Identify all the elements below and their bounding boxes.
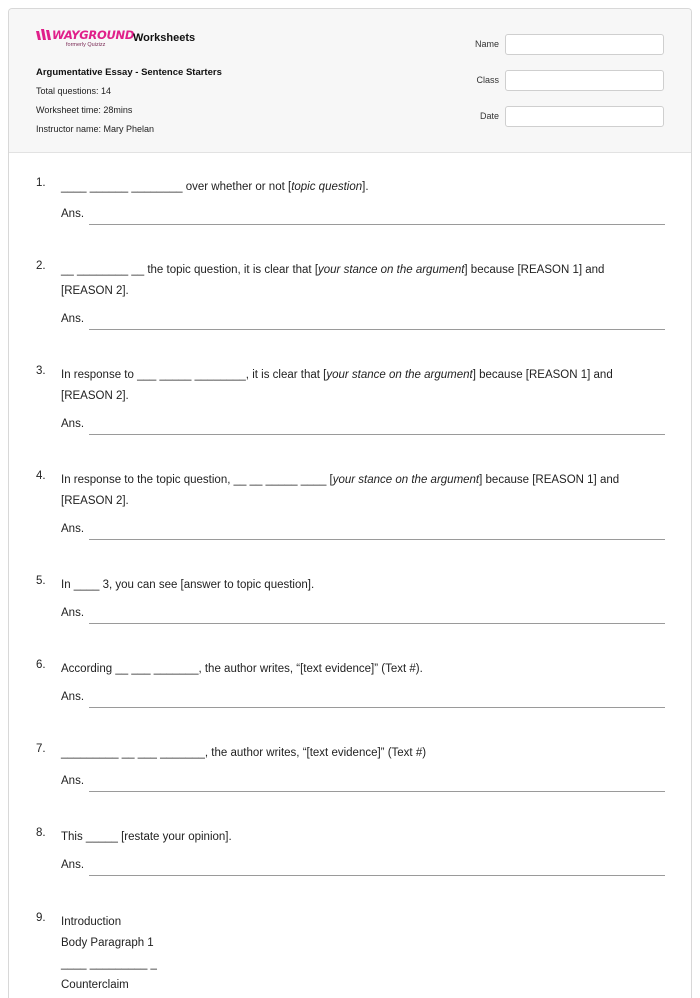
brand [36,27,196,57]
question-text [61,827,651,848]
question-number: 2. [36,260,46,272]
answer-label: Ans. [61,523,85,535]
question-number: 4. [36,470,46,482]
answer-row [61,312,665,330]
answer-row [61,522,665,540]
logo-bars-icon [36,29,52,41]
answer-row [61,774,665,792]
question-text-segment: _________ __ ___ _______, the author writes, “[text evidence]” (Text #) [61,747,427,759]
question-number: 6. [36,659,46,671]
answer-row [61,690,665,708]
answer-input-line[interactable] [89,707,665,708]
answer-label: Ans. [61,859,85,871]
class-field-row [449,70,665,91]
answer-label: Ans. [61,775,85,787]
date-input[interactable] [505,106,664,127]
answer-input-line[interactable] [89,539,665,540]
question-text-segment: According __ ___ _______, the author writes, “[text evidence]” (Text #). [61,663,423,675]
class-input[interactable] [505,70,664,91]
answer-row [61,606,665,624]
question-text-segment: ]. [362,181,369,193]
question-text-segment: In response to the topic question, __ __ _____ ____ [ [61,474,333,486]
name-input[interactable] [505,34,664,55]
answer-row [61,858,665,876]
worksheet-time: Worksheet time: 28mins [36,105,133,115]
question-text-segment: ] because [REASON 1] and [REASON 2]. [61,474,620,507]
total-questions: Total questions: 14 [36,86,112,96]
worksheet-title: Argumentative Essay - Sentence Starters [36,67,222,78]
name-label: Name [474,39,499,49]
instructor-name: Instructor name: Mary Phelan [36,124,155,134]
answer-input-line[interactable] [89,329,665,330]
brand-name: WAYGROUND [52,28,135,42]
question-line: Body Paragraph 1 [61,937,154,949]
class-label: Class [476,75,499,85]
wayground-logo [36,27,135,57]
question-text-italic: your stance on the argument [326,369,473,381]
question-text [61,912,651,996]
question-text-italic: topic question [291,181,363,193]
question-number: 3. [36,365,46,377]
question-number: 8. [36,827,46,839]
question-number: 5. [36,575,46,587]
question-text [61,575,651,596]
question-text-segment: This _____ [restate your opinion]. [61,831,232,843]
question-text-italic: your stance on the argument [318,264,465,276]
answer-input-line[interactable] [89,875,665,876]
answer-label: Ans. [61,691,85,703]
question-text [61,659,651,680]
question-line: Counterclaim [61,979,129,991]
answer-label: Ans. [61,418,85,430]
answer-input-line[interactable] [89,623,665,624]
brand-sub: formerly Quizizz [66,42,106,48]
answer-input-line[interactable] [89,791,665,792]
question-text-segment: ] because [REASON 1] and [REASON 2]. [61,264,605,297]
answer-input-line[interactable] [89,224,665,225]
question-text [61,470,651,512]
worksheet [8,8,692,998]
question-text [61,365,651,407]
answer-label: Ans. [61,208,85,220]
name-field-row [449,34,665,55]
date-field-row [449,106,665,127]
question-text-segment: ____ ______ ________ over whether or not [ [61,181,292,193]
question-line: ____ _________ _ [61,958,157,970]
question-text-italic: your stance on the argument [332,474,480,486]
question-line: Introduction [61,916,122,928]
date-label: Date [479,111,499,121]
answer-row [61,207,665,225]
answer-input-line[interactable] [89,434,665,435]
question-text-segment: __ ________ __ the topic question, it is clear that [ [61,264,319,276]
worksheet-meta [36,67,336,139]
question-text [61,260,651,302]
brand-title: Worksheets [133,32,196,44]
question-number: 1. [36,177,46,189]
question-text-segment: In ____ 3, you can see [answer to topic question]. [61,579,315,591]
answer-label: Ans. [61,313,85,325]
question-number: 9. [36,912,46,924]
question-text-segment: In response to ___ _____ ________, it is clear that [ [61,369,327,381]
question-text [61,743,651,764]
question-text-segment: ] because [REASON 1] and [REASON 2]. [61,369,613,402]
question-number: 7. [36,743,46,755]
answer-label: Ans. [61,607,85,619]
question-text [61,177,651,198]
worksheet-header [9,9,691,153]
answer-row [61,417,665,435]
